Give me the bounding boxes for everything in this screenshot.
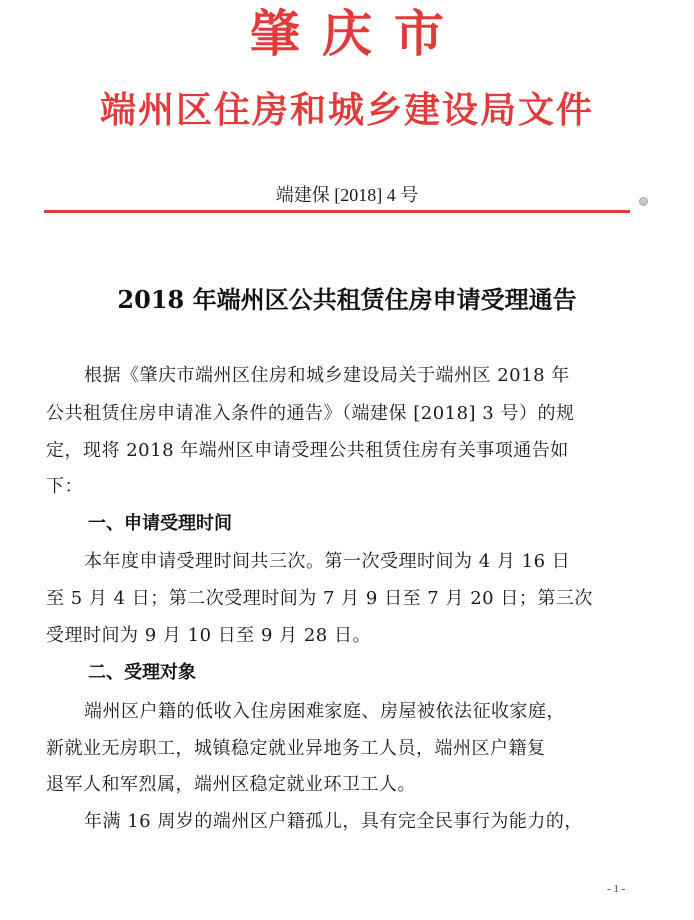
section-line: 本年度申请受理时间共三次。第一次受理时间为 4 月 16 日 (84, 551, 571, 572)
page-number: - 1 - (607, 883, 626, 895)
issuer-city: 肇庆市 (250, 4, 466, 63)
section-line: 受理时间为 9 月 10 日至 9 月 28 日。 (46, 625, 371, 646)
section-heading: 二、受理对象 (88, 662, 196, 683)
section-heading: 一、申请受理时间 (88, 513, 232, 534)
issuer-department: 端州区住房和城乡建设局文件 (99, 89, 594, 131)
document-number: 端建保 [2018] 4 号 (275, 185, 419, 205)
header-red-rule (44, 210, 630, 213)
document-title: 2018 年端州区公共租赁住房申请受理通告 (117, 285, 577, 314)
scan-mark-dot (639, 197, 648, 206)
section-line: 新就业无房职工，城镇稳定就业异地务工人员，端州区户籍复 (46, 738, 546, 759)
section-line: 至 5 月 4 日；第二次受理时间为 7 月 9 日至 7 月 20 日；第三次 (46, 588, 593, 609)
intro-line: 下： (46, 476, 83, 497)
intro-line: 定，现将 2018 年端州区申请受理公共租赁住房有关事项通告如 (46, 440, 569, 461)
section-line: 年满 16 周岁的端州区户籍孤儿，具有完全民事行为能力的， (84, 811, 583, 832)
section-line: 端州区户籍的低收入住房困难家庭、房屋被依法征收家庭， (84, 701, 565, 722)
section-line: 退军人和军烈属，端州区稳定就业环卫工人。 (46, 774, 416, 795)
intro-line: 根据《肇庆市端州区住房和城乡建设局关于端州区 2018 年 (84, 365, 570, 386)
intro-line: 公共租赁住房申请准入条件的通告》（端建保 [2018] 3 号）的规 (46, 403, 575, 424)
